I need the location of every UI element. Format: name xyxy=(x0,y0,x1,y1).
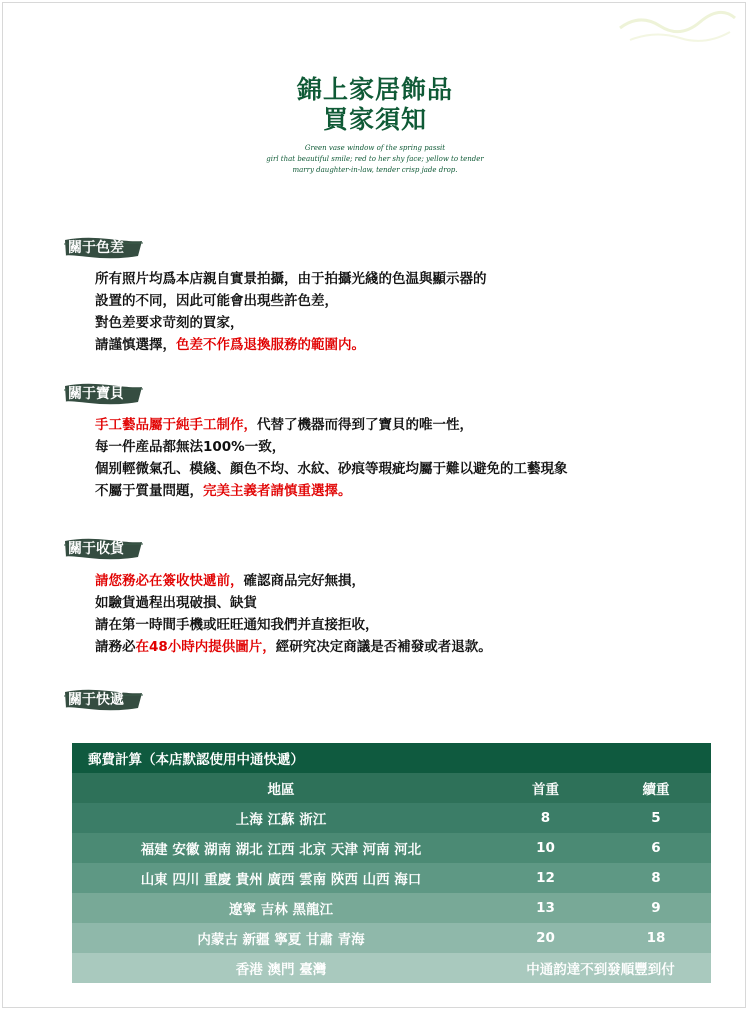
first-weight-cell: 10 xyxy=(536,840,555,856)
table-row xyxy=(72,893,711,923)
region-cell: 福建 安徽 湖南 湖北 江西 北京 天津 河南 河北 xyxy=(140,842,422,858)
region-cell: 上海 江蘇 浙江 xyxy=(235,812,327,828)
table-row xyxy=(72,833,711,863)
section-text-color: 所有照片均爲本店親自實景拍攝，由于拍攝光綫的色温與顯示器的 設置的不同，因此可能會出現些許色差， 對色差要求苛刻的買家， 請謹慎選擇，色差不作爲退換服務的範圍内。 xyxy=(95,271,487,353)
table-row xyxy=(72,803,711,833)
column-header-extra-weight: 續重 xyxy=(642,782,670,798)
table-caption: 郵費計算（本店默認使用中通快遞） xyxy=(88,752,304,768)
column-header-first-weight: 首重 xyxy=(532,782,559,798)
page-title: 錦上家居飾品 xyxy=(296,75,453,104)
shipping-note-cell: 中通韵達不到發順豐到付 xyxy=(526,962,675,978)
region-cell: 内蒙古 新疆 寧夏 甘肅 青海 xyxy=(197,932,365,948)
first-weight-cell: 13 xyxy=(536,900,555,916)
corner-decoration xyxy=(610,8,740,48)
section-badge-receipt: 關于收貨 xyxy=(64,537,144,561)
section-text-receipt: 請您務必在簽收快遞前，確認商品完好無損， 如驗貨過程出現破損、缺貨 請在第一時間手機或旺旺通知我們并直接拒收， 請務必在48小時内提供圖片，經研究决定商議是否補發或者退款。 xyxy=(95,573,492,655)
section-badge-product: 關于寶貝 xyxy=(64,382,144,406)
table-header-row xyxy=(72,773,711,803)
extra-weight-cell: 8 xyxy=(651,870,661,886)
column-header-region: 地區 xyxy=(267,782,295,798)
extra-weight-cell: 5 xyxy=(651,810,661,826)
extra-weight-cell: 18 xyxy=(646,930,666,946)
poem-line: marry daughter-in-law, tender crisp jade drop. xyxy=(292,166,458,174)
table-row xyxy=(72,923,711,953)
page-subtitle: 買家須知 xyxy=(322,105,427,134)
first-weight-cell: 12 xyxy=(536,870,555,886)
table-row xyxy=(72,953,711,983)
region-cell: 遼寧 吉林 黑龍江 xyxy=(229,902,333,918)
section-badge-color: 關于色差 xyxy=(64,236,144,260)
section-badge-express: 關于快遞 xyxy=(64,688,144,712)
region-cell: 山東 四川 重慶 貴州 廣西 雲南 陝西 山西 海口 xyxy=(140,872,422,888)
extra-weight-cell: 6 xyxy=(651,840,661,856)
region-cell: 香港 澳門 臺灣 xyxy=(235,962,327,978)
extra-weight-cell: 9 xyxy=(651,900,661,916)
table-caption-row xyxy=(72,743,711,773)
section-text-product: 手工藝品屬于純手工制作，代替了機器而得到了寶貝的唯一性， 每一件産品都無法100%一致， 個别輕微氣孔、模綫、顔色不均、水紋、砂痕等瑕疵均屬于難以避免的工藝現象 不屬于質量問題，完美主義者請慎重選擇。 xyxy=(95,417,568,499)
poem-line: girl that beautiful smile; red to her shy face; yellow to tender xyxy=(266,155,484,163)
table-row xyxy=(72,863,711,893)
first-weight-cell: 20 xyxy=(536,930,555,946)
first-weight-cell: 8 xyxy=(540,810,551,826)
poem-line: Green vase window of the spring passit xyxy=(304,144,446,152)
shipping-fee-table xyxy=(72,743,711,983)
